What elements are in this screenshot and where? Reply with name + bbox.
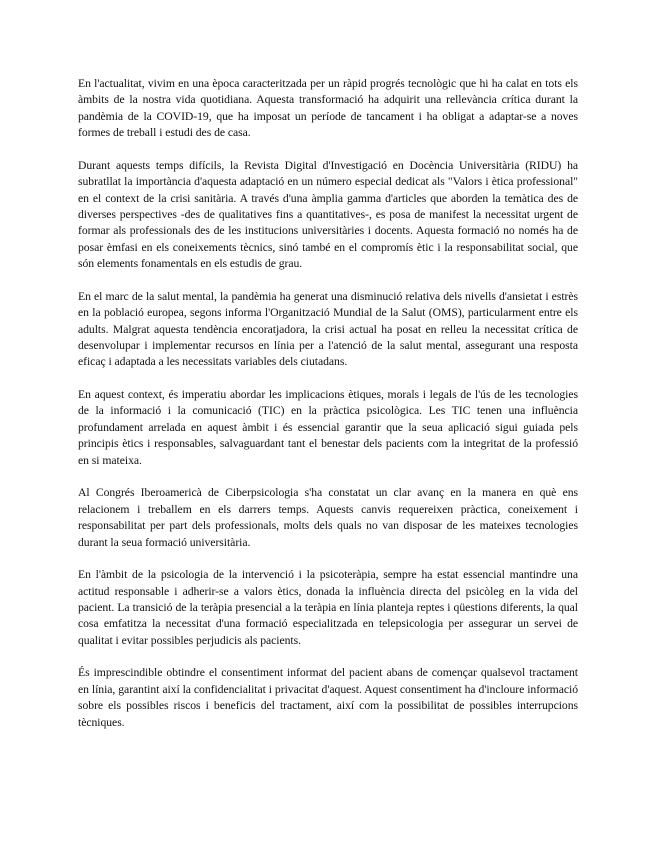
- paragraph-5: Al Congrés Iberoamericà de Ciberpsicologia s'ha constatat un clar avanç en la manera en què ens relacionem i treballem en els darrers temps. Aquests canvis requereixen pràctica, coneixement i responsabilitat per part dels professionals, molts dels quals no van disposar de les mateixes tecnologies durant la seua formació universitària.: [78, 486, 578, 549]
- paragraph-4: En aquest context, és imperatiu abordar les implicacions ètiques, morals i legals de l'ús de les tecnologies de la informació i la comunicació (TIC) en la pràctica psicològica. Les TIC tenen una influència profundament arrelada en aquest àmbit i és essencial garantir que la seua aplicació sigui guiada pels principis ètics i responsables, salvaguardant tant el benestar dels pacients com la integritat de la professió en si mateixa.: [78, 388, 578, 467]
- paragraph-2: Durant aquests temps difícils, la Revista Digital d'Investigació en Docència Universitària (RIDU) ha subratllat la importància d'aquesta adaptació en un número especial dedicat als "Valors i ètica professional" en el context de la crisi sanitària. A través d'una àmplia gamma d'articles que aborden la temàtica des de diverses perspectives -des de qualitatives fins a quantitatives-, es posa de manifest la necessitat urgent de formar als professionals des de les institucions universitàries i docents. Aquesta formació no només ha de posar èmfasi en els coneixements tècnics, sinó també en el compromís ètic i la responsabilitat social, que són elements fonamentals en els estudis de grau.: [78, 158, 578, 271]
- document-body: [78, 76, 578, 747]
- paragraph-3: En el marc de la salut mental, la pandèmia ha generat una disminució relativa dels nivells d'ansietat i estrès en la població europea, segons informa l'Organització Mundial de la Salut (OMS), particularment entre els adults. Malgrat aquesta tendència encoratjadora, la crisi actual ha posat en relleu la necessitat crítica de desenvolupar i implementar recursos en línia per a l'atenció de la salut mental, assegurant una resposta eficaç i adaptada a les necessitats variables dels ciutadans.: [78, 289, 578, 369]
- paragraph-7: És imprescindible obtindre el consentiment informat del pacient abans de començar qualsevol tractament en línia, garantint així la confidencialitat i privacitat d'aquest. Aquest consentiment ha d'incloure informació sobre els possibles riscos i beneficis del tractament, així com la possibilitat de possibles interrupcions tècniques.: [78, 666, 578, 729]
- paragraph-1: En l'actualitat, vivim en una època caracteritzada per un ràpid progrés tecnològic que hi ha calat en tots els àmbits de la nostra vida quotidiana. Aquesta transformació ha adquirit una rellevància crítica durant la pandèmia de la COVID-19, que ha imposat un període de tancament i ha obligat a adaptar-se a noves formes de treball i estudi des de casa.: [78, 77, 578, 140]
- paragraph-6: En l'àmbit de la psicologia de la intervenció i la psicoteràpia, sempre ha estat essencial mantindre una actitud responsable i adherir-se a valors ètics, donada la influència directa del psicòleg en la vida del pacient. La transició de la teràpia presencial a la teràpia en línia planteja reptes i qüestions diferents, la qual cosa emfatitza la necessitat d'una formació especialitzada en telepsicologia per assegurar un servei de qualitat i evitar possibles perjudicis als pacients.: [78, 568, 578, 647]
